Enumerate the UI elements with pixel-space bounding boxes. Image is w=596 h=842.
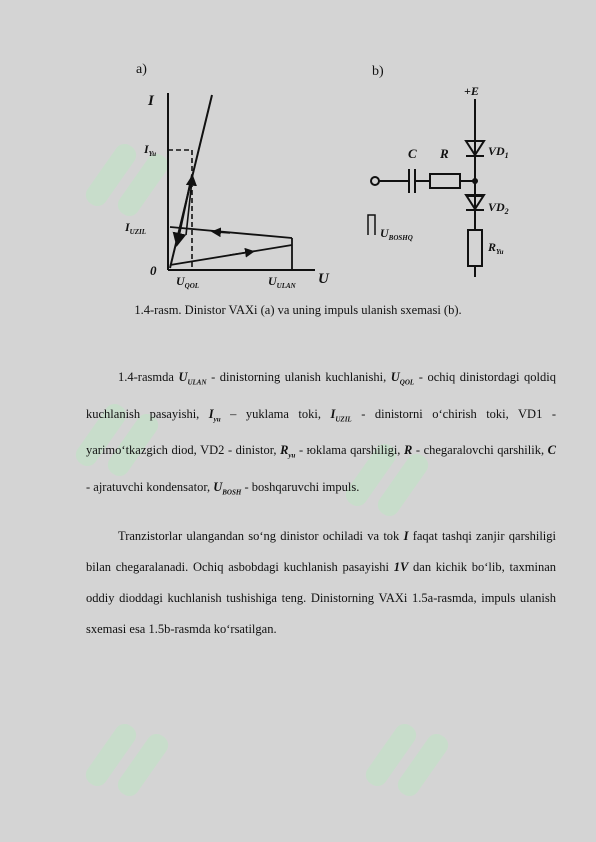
- r-yu-label: $R_{Yu}$: [488, 240, 504, 256]
- vd2-label: $VD_2$: [488, 200, 509, 216]
- i-yu-label: $I_{Yu}$: [144, 142, 157, 158]
- vd1-label: $VD_1$: [488, 144, 509, 160]
- watermark-logo-icon: [70, 700, 190, 820]
- figure-a-label: a): [136, 62, 147, 77]
- paragraph-2: Tranzistorlar ulangandan so‘ng dinistor ochiladi va tok I faqat tashqi zanjir qarshiligi bilan chegaralanadi. Ochiq asbobdagi kuchlanish pasayishi 1V dan kichik bo‘lib, taxminan oddiy dioddagi kuchlanish tushishiga teng. Dinistorning VAXi 1.5a-rasmda, impuls ulanish sxemasi esa 1.5b-rasmda ko‘rsatilgan.: [86, 529, 556, 636]
- c-label: C: [408, 146, 417, 161]
- input-terminal-icon: [371, 177, 379, 185]
- upper-arrow: [216, 232, 230, 233]
- plus-e-label: +E: [464, 84, 479, 98]
- u-qol-label: $U_{QOL}$: [176, 274, 200, 290]
- i-uzil-label: $I_{UZIL}$: [125, 220, 147, 236]
- paragraph-1: 1.4-rasmda $U_{ULAN}$ - dinistorning ulanish kuchlanishi, $U_{QOL}$ - ochiq dinistordagi qoldiq kuchlanish pasayishi, $I_{yu}$ – yuklama toki, $I_{UZIL}$ - dinistorni o‘chirish toki, VD1 - yarimo‘tkazgich diod, VD2 - dinistor, $R_{yu}$ - юklama qarshiligi, R - chegaralovchi qarshilik, C - ajratuvchi kondensator, $U_{BOSH}$ - boshqaruvchi impuls.: [86, 370, 556, 496]
- x-axis-label: U: [318, 271, 329, 287]
- watermark-logo-icon: [350, 700, 470, 820]
- figure-b-circuit: [360, 55, 560, 290]
- origin-label: 0: [150, 263, 157, 278]
- u-bosh-label: $U_{BOSHQ}$: [380, 226, 413, 242]
- r-yu-resistor-icon: [468, 230, 482, 266]
- off-state-upper: [170, 227, 292, 238]
- impulse-icon: [368, 215, 375, 235]
- figure-a-vax: [120, 55, 350, 290]
- off-arrow: [230, 252, 250, 255]
- figure-b-label: b): [372, 64, 384, 79]
- figure-caption: 1.4-rasm. Dinistor VAXi (a) va uning impuls ulanish sxemasi (b).: [134, 303, 462, 317]
- r-resistor-icon: [430, 174, 460, 188]
- u-ulan-label: $U_{ULAN}$: [268, 274, 296, 290]
- y-axis-label: I: [148, 93, 154, 109]
- return-curve-arrow: [178, 175, 192, 240]
- r-label: R: [440, 146, 449, 161]
